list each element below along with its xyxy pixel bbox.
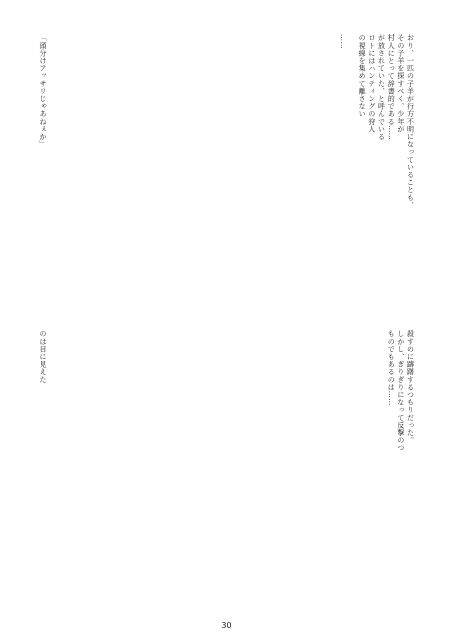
text-column <box>299 34 308 314</box>
text-column <box>48 330 57 612</box>
text-column: しかし、ぎりぎりになって反撃のつ <box>396 330 405 452</box>
text-column <box>348 330 357 612</box>
text-column <box>202 330 211 612</box>
text-column <box>348 34 357 314</box>
text-column <box>67 34 76 314</box>
text-column <box>280 330 289 612</box>
text-column <box>183 34 192 314</box>
text-column <box>106 330 115 612</box>
text-column <box>241 330 250 612</box>
text-column <box>125 330 134 612</box>
text-column <box>154 34 163 314</box>
text-column <box>222 34 231 314</box>
text-column <box>48 34 57 314</box>
text-column <box>328 330 337 612</box>
text-column <box>280 34 289 314</box>
text-column <box>115 34 124 314</box>
text-column <box>260 34 269 314</box>
text-column: ものでもあるのは…… <box>387 330 396 406</box>
text-column <box>251 330 260 612</box>
text-column <box>96 34 105 314</box>
text-column <box>222 330 231 612</box>
text-column <box>164 330 173 612</box>
text-column <box>318 34 327 314</box>
bottom-text-tier <box>38 330 415 612</box>
text-column <box>299 330 308 612</box>
text-column: のは目に見えた <box>39 330 47 384</box>
text-column: の視線を集めて離さない <box>358 34 367 118</box>
text-column <box>318 330 327 612</box>
text-column <box>154 330 163 612</box>
text-column <box>106 34 115 314</box>
text-column: 村人にとって辞書的である…… <box>387 34 396 141</box>
text-column <box>77 34 86 314</box>
text-column <box>164 34 173 314</box>
text-column <box>173 330 182 612</box>
text-column <box>309 34 318 314</box>
text-column <box>241 34 250 314</box>
text-column <box>212 34 221 314</box>
text-column: …… <box>338 34 347 50</box>
text-column <box>57 34 66 314</box>
text-column <box>67 330 76 612</box>
text-column <box>193 34 202 314</box>
text-column <box>231 330 240 612</box>
text-column <box>57 330 66 612</box>
text-column: 殺すのに躊躇するつもりだった。 <box>406 330 415 444</box>
text-column <box>231 34 240 314</box>
text-column: 「頭分けアッサリじゃあねぇか」 <box>39 34 47 148</box>
text-column <box>357 330 366 612</box>
text-column <box>338 330 347 612</box>
text-column <box>289 330 298 612</box>
text-column <box>193 330 202 612</box>
text-column <box>115 330 124 612</box>
text-column <box>183 330 192 612</box>
page-number: 30 <box>221 621 232 630</box>
text-column <box>251 34 260 314</box>
text-column <box>173 34 182 314</box>
text-column <box>270 34 279 314</box>
text-column <box>260 330 269 612</box>
text-column <box>289 34 298 314</box>
text-column <box>135 34 144 314</box>
top-text-tier <box>38 34 415 314</box>
text-column: その子羊を探すべく、少年が <box>396 34 405 133</box>
text-column <box>144 330 153 612</box>
text-column: ロトにはハンティングの狩人 <box>367 34 376 133</box>
text-column <box>86 34 95 314</box>
text-column <box>212 330 221 612</box>
text-column <box>367 330 376 612</box>
text-column: おり、一匹の子羊が行方不明になっていることも、 <box>406 34 415 209</box>
text-column <box>86 330 95 612</box>
text-column <box>125 34 134 314</box>
text-column <box>135 330 144 612</box>
text-column <box>202 34 211 314</box>
text-column <box>77 330 86 612</box>
text-column <box>377 330 386 612</box>
text-column <box>270 330 279 612</box>
text-column <box>144 34 153 314</box>
text-column <box>309 330 318 612</box>
text-column <box>328 34 337 314</box>
text-column <box>96 330 105 612</box>
text-column: が放されていた、と呼んでいる <box>377 34 386 141</box>
